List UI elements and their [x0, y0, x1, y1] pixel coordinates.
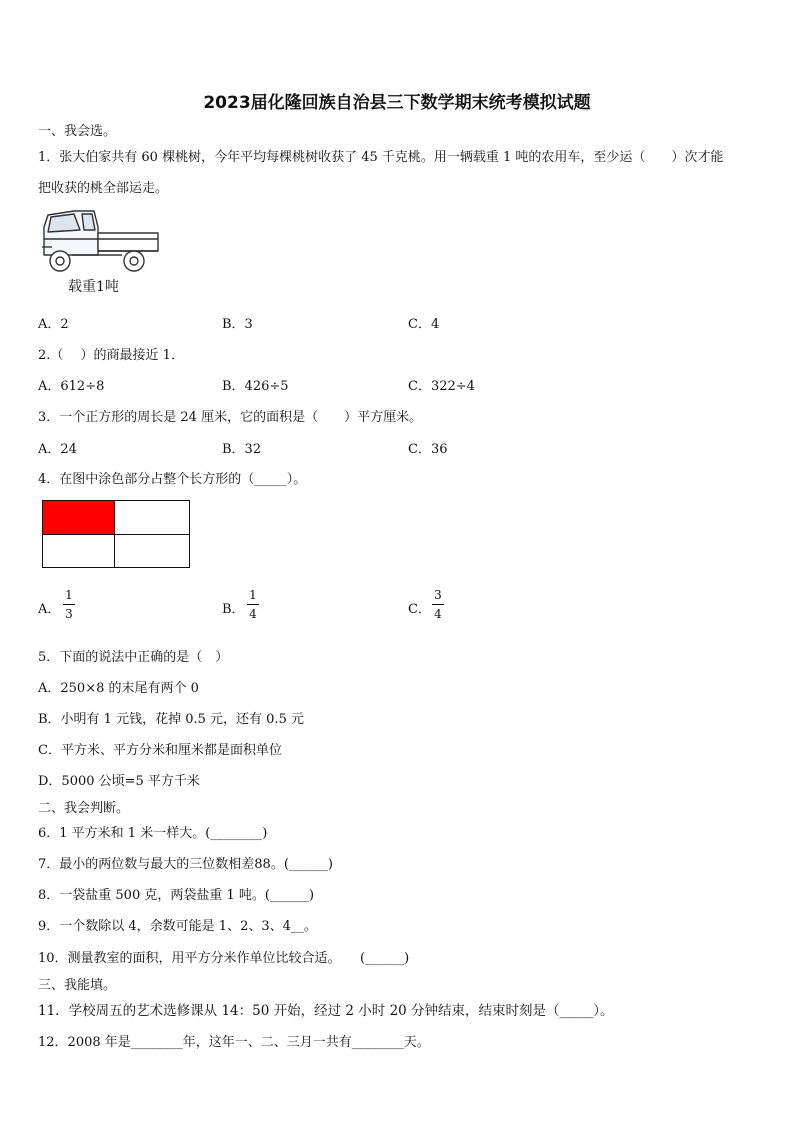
q1-option-b[interactable]: B．3: [222, 317, 253, 332]
question-4: 4．在图中涂色部分占整个长方形的（_____）。: [38, 472, 307, 487]
page-title: 2023届化隆回族自治县三下数学期末统考模拟试题: [203, 93, 591, 113]
q1-option-c[interactable]: C．4: [408, 317, 440, 332]
q4-option-a-fraction: [63, 588, 75, 621]
q3-option-b[interactable]: B．32: [222, 442, 262, 457]
blank-part: [43, 535, 115, 567]
fraction-denominator: 3: [65, 607, 73, 621]
q2-option-b[interactable]: B．426÷5: [222, 379, 289, 394]
question-1-line-1: 1．张大伯家共有 60 棵桃树，今年平均每棵桃树收获了 45 千克桃。用一辆载重 1 吨的农用车，至少运（ ）次才能: [38, 150, 724, 165]
truck-illustration: [38, 205, 162, 275]
section-heading-choice: 一、我会选。: [38, 124, 117, 139]
q5-option-d[interactable]: D．5000 公顷=5 平方千米: [38, 774, 200, 789]
fraction-denominator: 4: [434, 607, 442, 621]
question-11: 11．学校周五的艺术选修课从 14：50 开始，经过 2 小时 20 分钟结束，结束时刻是（_____）。: [38, 1003, 614, 1019]
shaded-part: [43, 501, 115, 535]
fraction-numerator: 1: [249, 588, 257, 602]
q3-option-c[interactable]: C．36: [408, 442, 448, 457]
q4-option-a-label[interactable]: A．: [38, 602, 61, 617]
q5-option-b[interactable]: B．小明有 1 元钱，花掉 0.5 元，还有 0.5 元: [38, 712, 304, 727]
rectangle-diagram: [42, 500, 190, 568]
q4-option-b-fraction: [247, 588, 259, 621]
question-12: 12．2008 年是________年，这年一、二、三月一共有________天。: [38, 1035, 430, 1050]
question-2: 2.（ ）的商最接近 1．: [38, 348, 184, 363]
question-8: 8．一袋盐重 500 克，两袋盐重 1 吨。(______): [38, 888, 315, 903]
q1-option-a[interactable]: A．2: [38, 317, 69, 332]
question-5: 5．下面的说法中正确的是（ ）: [38, 650, 229, 665]
truck-caption: 载重1吨: [68, 279, 119, 295]
question-1-line-2: 把收获的桃全部运走。: [38, 181, 169, 196]
question-7: 7．最小的两位数与最大的三位数相差88。(______): [38, 857, 333, 872]
q2-option-c[interactable]: C．322÷4: [408, 379, 475, 394]
q4-option-c-label[interactable]: C．: [408, 602, 431, 617]
question-9: 9．一个数除以 4，余数可能是 1、2、3、4__。: [38, 919, 317, 934]
section-heading-judge: 二、我会判断。: [38, 801, 130, 816]
fraction-numerator: 1: [65, 588, 73, 602]
q4-option-b-label[interactable]: B．: [222, 602, 245, 617]
q5-option-a[interactable]: A．250×8 的末尾有两个 0: [38, 681, 199, 696]
section-heading-fill: 三、我能填。: [38, 978, 117, 993]
q2-option-a[interactable]: A．612÷8: [38, 379, 105, 394]
q4-option-c-fraction: [432, 588, 444, 621]
question-3: 3．一个正方形的周长是 24 厘米，它的面积是（ ）平方厘米。: [38, 410, 423, 425]
blank-part: [115, 535, 189, 567]
fraction-numerator: 3: [434, 588, 442, 602]
q5-option-c[interactable]: C．平方米、平方分米和厘米都是面积单位: [38, 743, 282, 758]
q3-option-a[interactable]: A．24: [38, 442, 77, 457]
blank-part: [115, 501, 189, 535]
question-6: 6．1 平方米和 1 米一样大。(________): [38, 826, 268, 841]
question-10: 10．测量教室的面积，用平方分米作单位比较合适。 (______): [38, 951, 410, 966]
fraction-denominator: 4: [249, 607, 257, 621]
